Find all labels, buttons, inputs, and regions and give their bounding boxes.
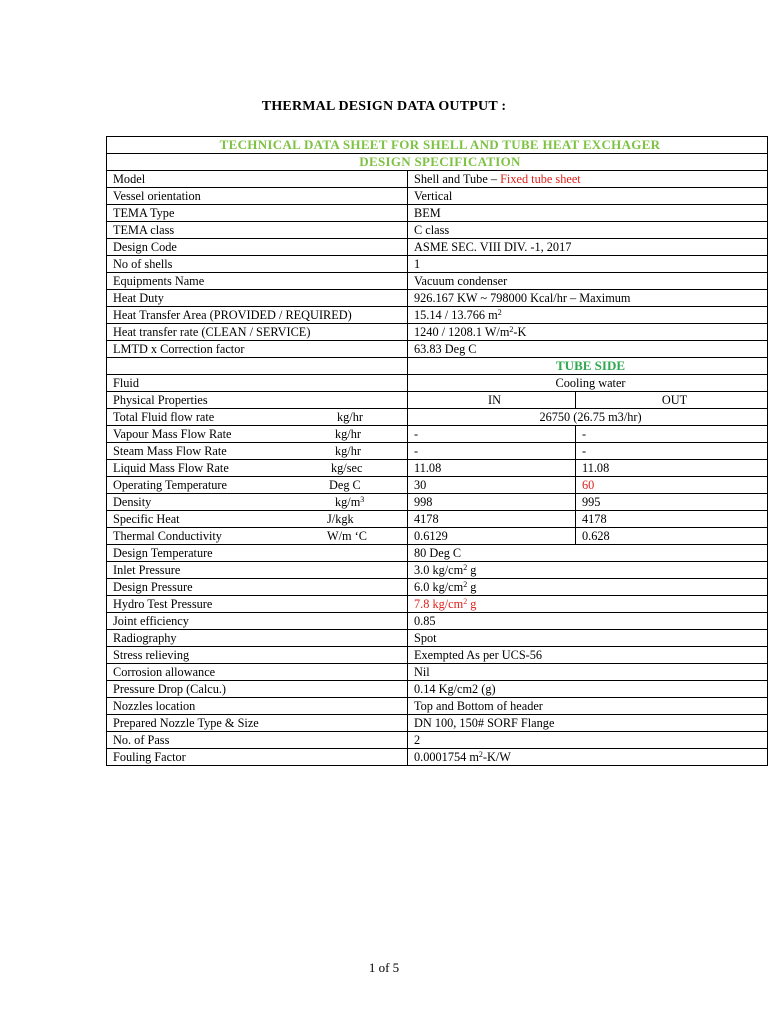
tube-side-row [107, 358, 768, 375]
property-label-cell [107, 494, 408, 511]
out-column-header: OUT [576, 392, 768, 409]
property-unit [327, 529, 367, 543]
technical-data-sheet [106, 136, 768, 766]
design-label: Hydro Test Pressure [107, 596, 408, 613]
property-unit [335, 444, 361, 458]
property-out-value: 995 [576, 494, 768, 511]
design-label: Design Pressure [107, 579, 408, 596]
spec-value-text: 1 [414, 257, 421, 271]
spec-row [107, 273, 768, 290]
property-label: Density [113, 495, 152, 509]
spec-value [408, 222, 768, 239]
spec-row [107, 171, 768, 188]
total-flow-row [107, 409, 768, 426]
fluid-value: Cooling water [408, 375, 768, 392]
design-value-text: 0.14 Kg/cm2 (g) [414, 682, 496, 696]
property-in-value: - [408, 426, 576, 443]
total-flow-label: Total Fluid flow rate [113, 410, 215, 424]
property-out-value: 4178 [576, 511, 768, 528]
design-value-text: 80 Deg C [414, 546, 462, 560]
total-flow-unit: kg/hr [337, 410, 363, 424]
design-value-suffix: g [467, 580, 477, 594]
property-in-value: 0.6129 [408, 528, 576, 545]
property-label: Specific Heat [113, 512, 180, 526]
design-value-text: 2 [414, 733, 421, 747]
property-row [107, 460, 768, 477]
design-value-suffix: g [467, 597, 477, 611]
property-row [107, 494, 768, 511]
spec-row [107, 341, 768, 358]
design-value [408, 579, 768, 596]
spec-label: Heat Duty [107, 290, 408, 307]
design-value-text: 0.0001754 m [414, 750, 479, 764]
spec-value-text: BEM [414, 206, 441, 220]
design-value [408, 562, 768, 579]
design-value-text: 6.0 kg/cm [414, 580, 464, 594]
design-label: Corrosion allowance [107, 664, 408, 681]
design-spec-row [107, 154, 768, 171]
design-section [107, 545, 768, 766]
design-label: Pressure Drop (Calcu.) [107, 681, 408, 698]
property-out-value: 11.08 [576, 460, 768, 477]
design-label: Joint efficiency [107, 613, 408, 630]
tube-side-section [107, 358, 768, 426]
design-row [107, 664, 768, 681]
property-label: Operating Temperature [113, 478, 227, 492]
property-section [107, 426, 768, 545]
spec-label: TEMA class [107, 222, 408, 239]
property-unit [331, 461, 362, 475]
spec-row [107, 324, 768, 341]
design-row [107, 579, 768, 596]
spec-row [107, 290, 768, 307]
spec-value [408, 290, 768, 307]
spec-value-suffix: -K [513, 325, 527, 339]
tube-side-blank [107, 358, 408, 375]
spec-value [408, 273, 768, 290]
property-label: Steam Mass Flow Rate [113, 444, 227, 458]
spec-value [408, 341, 768, 358]
sheet-heading: TECHNICAL DATA SHEET FOR SHELL AND TUBE HEAT EXCHAGER [107, 137, 768, 154]
sheet-heading-row [107, 137, 768, 154]
property-row [107, 528, 768, 545]
spec-value-text: 1240 / 1208.1 W/m [414, 325, 510, 339]
design-row [107, 596, 768, 613]
design-row [107, 647, 768, 664]
design-value-text: Top and Bottom of header [414, 699, 543, 713]
spec-value-superscript: 2 [497, 308, 502, 317]
total-flow-value: 26750 (26.75 m3/hr) [408, 409, 768, 426]
spec-row [107, 256, 768, 273]
spec-value-text: ASME SEC. VIII DIV. -1, 2017 [414, 240, 572, 254]
spec-row [107, 188, 768, 205]
fluid-row [107, 375, 768, 392]
property-label-cell [107, 477, 408, 494]
design-label: Design Temperature [107, 545, 408, 562]
property-in-value: 11.08 [408, 460, 576, 477]
design-label: No. of Pass [107, 732, 408, 749]
property-label-cell [107, 426, 408, 443]
design-value-text: 3.0 kg/cm [414, 563, 464, 577]
design-row [107, 681, 768, 698]
design-value-superscript: 2 [463, 563, 468, 572]
spec-label: Heat Transfer Area (PROVIDED / REQUIRED) [107, 307, 408, 324]
design-row [107, 749, 768, 766]
design-value-superscript: 2 [463, 597, 468, 606]
property-unit [335, 495, 364, 509]
design-label: Radiography [107, 630, 408, 647]
design-value-text: Exempted As per UCS-56 [414, 648, 543, 662]
spec-value [408, 256, 768, 273]
general-section [107, 171, 768, 358]
spec-value [408, 324, 768, 341]
spec-value-text: 15.14 / 13.766 m [414, 308, 498, 322]
property-unit-text: kg/m [335, 495, 361, 509]
spec-row [107, 307, 768, 324]
property-in-value: 30 [408, 477, 576, 494]
property-unit-superscript: 3 [360, 495, 365, 504]
property-in-value: 4178 [408, 511, 576, 528]
design-label: Stress relieving [107, 647, 408, 664]
design-value-text: Nil [414, 665, 430, 679]
fluid-label: Fluid [107, 375, 408, 392]
spec-value [408, 205, 768, 222]
property-unit-text: Deg C [329, 478, 361, 492]
property-unit-text: W/m ‘C [327, 529, 367, 543]
spec-value [408, 239, 768, 256]
property-in-value: 998 [408, 494, 576, 511]
spec-value-superscript: 2 [509, 325, 514, 334]
property-label: Thermal Conductivity [113, 529, 222, 543]
spec-label: Model [107, 171, 408, 188]
design-value [408, 545, 768, 562]
property-unit-text: J/kgk [327, 512, 354, 526]
design-row [107, 613, 768, 630]
page-number: 1 of 5 [368, 960, 400, 975]
spec-value-text: Shell and Tube – [414, 172, 501, 186]
design-value [408, 664, 768, 681]
property-out-value: 0.628 [576, 528, 768, 545]
design-label: Inlet Pressure [107, 562, 408, 579]
spec-label: No of shells [107, 256, 408, 273]
property-unit [335, 427, 361, 441]
document-title: THERMAL DESIGN DATA OUTPUT : [261, 99, 507, 114]
design-specification-heading: DESIGN SPECIFICATION [107, 154, 768, 171]
property-out-value: - [576, 443, 768, 460]
design-value-suffix: -K/W [482, 750, 511, 764]
spec-value [408, 171, 768, 188]
spec-row [107, 205, 768, 222]
property-label-cell [107, 528, 408, 545]
physical-properties-row [107, 392, 768, 409]
design-value [408, 630, 768, 647]
property-label-cell [107, 511, 408, 528]
property-out-value: - [576, 426, 768, 443]
spec-value-text: 63.83 Deg C [414, 342, 477, 356]
spec-label: LMTD x Correction factor [107, 341, 408, 358]
spec-value-text: Vertical [414, 189, 453, 203]
design-label: Prepared Nozzle Type & Size [107, 715, 408, 732]
design-row [107, 732, 768, 749]
property-label: Liquid Mass Flow Rate [113, 461, 229, 475]
property-label-cell [107, 443, 408, 460]
design-value-text: Spot [414, 631, 437, 645]
design-value [408, 715, 768, 732]
design-value [408, 749, 768, 766]
design-value-text: 0.85 [414, 614, 436, 628]
property-row [107, 511, 768, 528]
design-value [408, 698, 768, 715]
property-unit [329, 478, 361, 492]
spec-value-text: C class [414, 223, 450, 237]
design-row [107, 562, 768, 579]
spec-label: TEMA Type [107, 205, 408, 222]
design-value-text: DN 100, 150# SORF Flange [414, 716, 555, 730]
property-unit-text: kg/hr [335, 427, 361, 441]
design-value-text: 7.8 kg/cm [414, 597, 464, 611]
design-row [107, 630, 768, 647]
spec-value [408, 188, 768, 205]
design-value [408, 681, 768, 698]
property-row [107, 443, 768, 460]
design-label: Fouling Factor [107, 749, 408, 766]
design-value [408, 613, 768, 630]
spec-label: Heat transfer rate (CLEAN / SERVICE) [107, 324, 408, 341]
design-label: Nozzles location [107, 698, 408, 715]
design-value-superscript: 2 [463, 580, 468, 589]
spec-label: Design Code [107, 239, 408, 256]
property-unit-text: kg/sec [331, 461, 363, 475]
spec-value-text: 926.167 KW ~ 798000 Kcal/hr – Maximum [414, 291, 631, 305]
design-row [107, 698, 768, 715]
design-value [408, 596, 768, 613]
property-in-value: - [408, 443, 576, 460]
total-flow-label-cell [107, 409, 408, 426]
spec-row [107, 222, 768, 239]
design-value [408, 732, 768, 749]
property-label: Vapour Mass Flow Rate [113, 427, 232, 441]
design-value-suffix: g [467, 563, 477, 577]
property-unit [327, 512, 354, 526]
property-label-cell [107, 460, 408, 477]
property-out-value: 60 [576, 477, 768, 494]
design-value-superscript: 2 [478, 750, 483, 759]
spec-row [107, 239, 768, 256]
spec-label: Vessel orientation [107, 188, 408, 205]
property-row [107, 477, 768, 494]
spec-value-text: Vacuum condenser [414, 274, 508, 288]
spec-label: Equipments Name [107, 273, 408, 290]
tube-side-heading: TUBE SIDE [408, 358, 768, 375]
property-row [107, 426, 768, 443]
spec-value [408, 307, 768, 324]
design-row [107, 715, 768, 732]
design-row [107, 545, 768, 562]
spec-value-highlight: Fixed tube sheet [500, 172, 581, 186]
design-value [408, 647, 768, 664]
physical-properties-label: Physical Properties [107, 392, 408, 409]
property-unit-text: kg/hr [335, 444, 361, 458]
in-column-header: IN [408, 392, 576, 409]
